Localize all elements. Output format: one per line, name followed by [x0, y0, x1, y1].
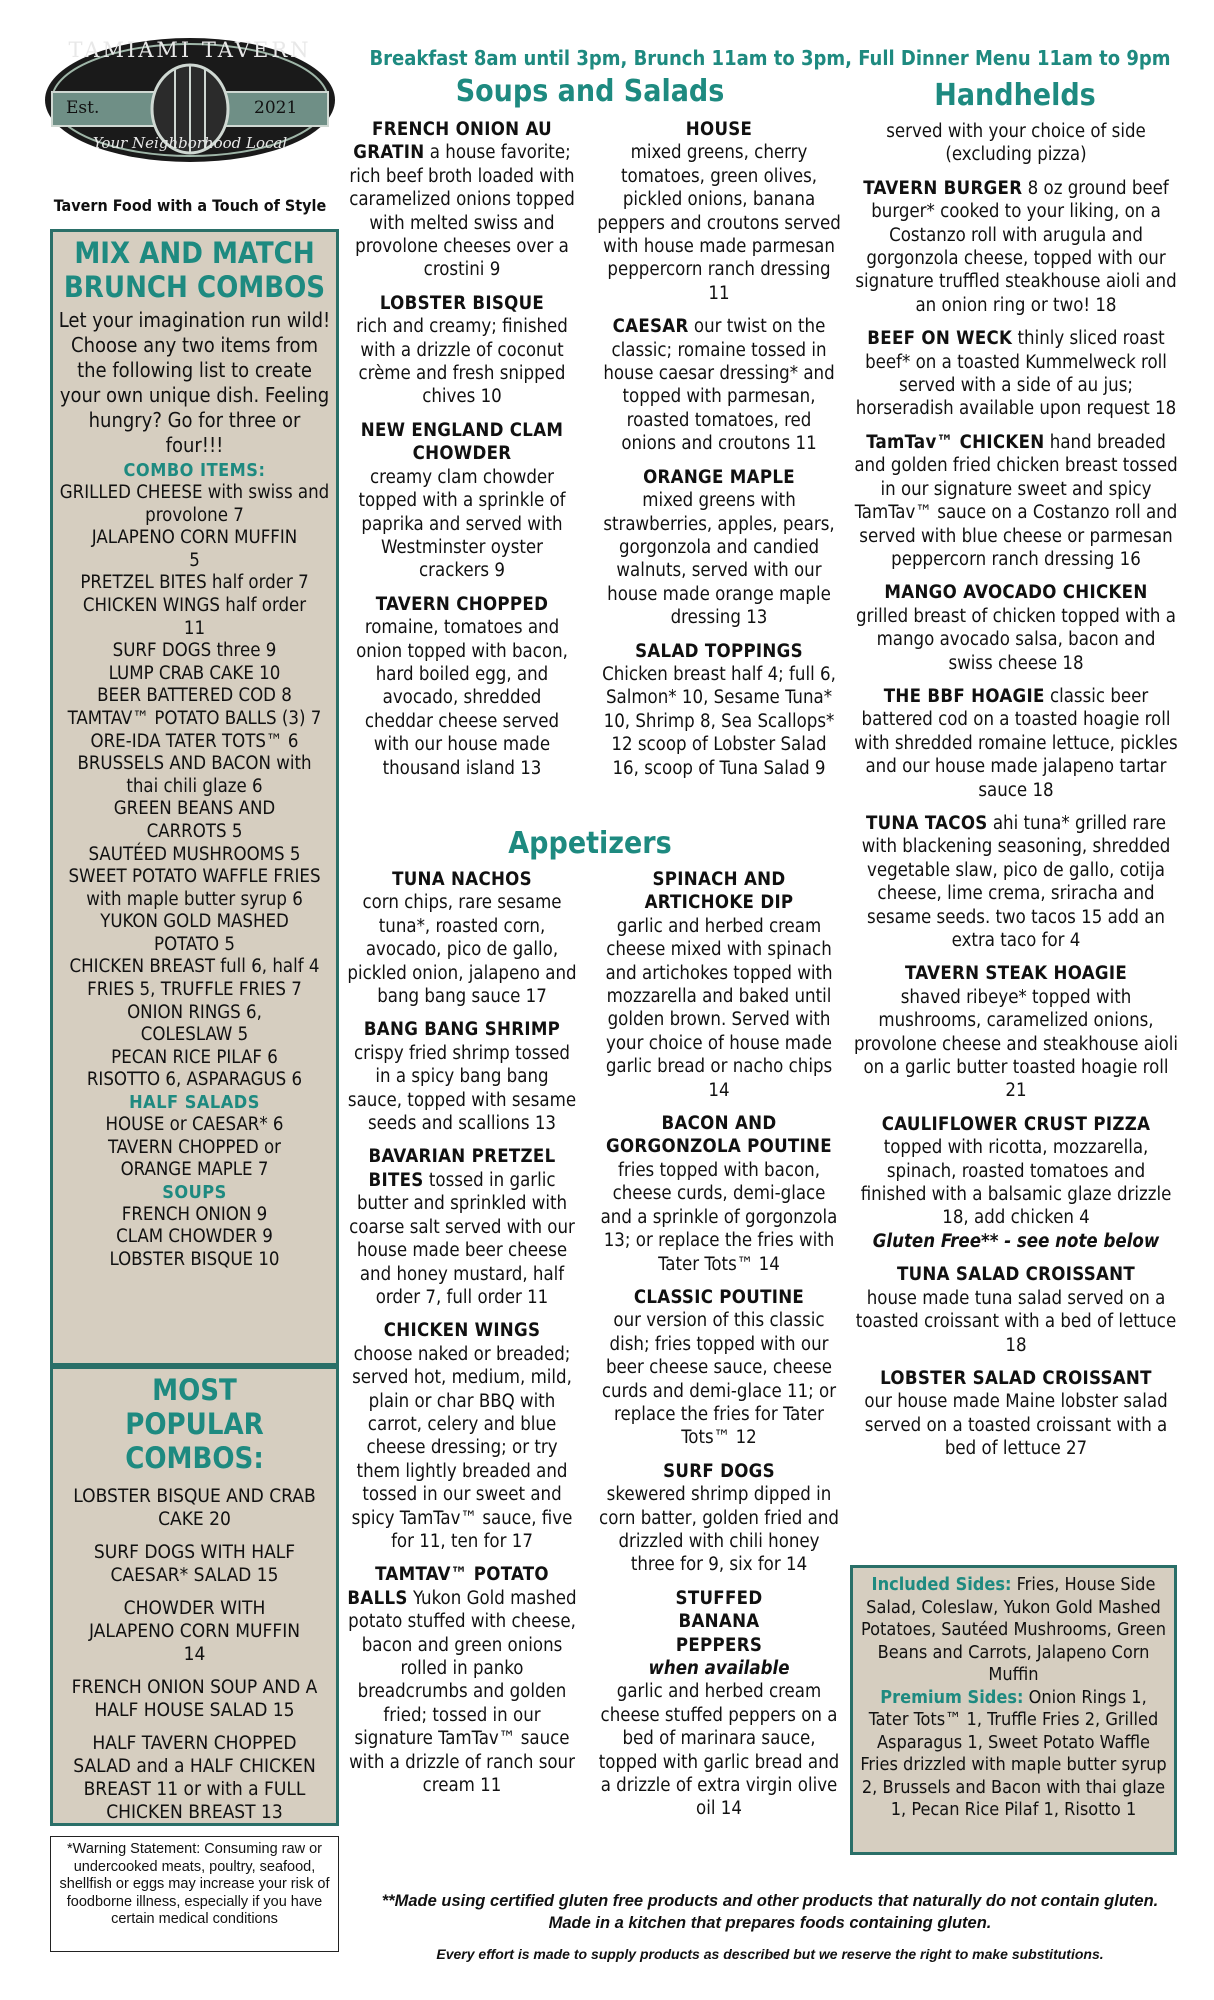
- menu-item: [852, 962, 1180, 1102]
- menu-item: [346, 868, 578, 1008]
- item-name: FRENCH ONION AU GRATIN: [353, 119, 552, 164]
- menu-item: [597, 640, 841, 780]
- item-desc: a house favorite; rich beef broth loaded with caramelized onions topped with melted swiss and provolone cheeses over a crostini 9: [349, 142, 575, 281]
- list-item: BEER BATTERED COD 8: [97, 685, 292, 707]
- item-desc: mixed greens with strawberries, apples, pears, gorgonzola and candied walnuts, served with our house made orange maple dressing 13: [603, 490, 835, 629]
- combo-items-heading: COMBO ITEMS:: [123, 460, 266, 481]
- included-sides-label: Included Sides: [871, 1574, 1006, 1595]
- appetizers-col2: [597, 868, 841, 1831]
- logo-motto: Your Neighborhood Local: [92, 134, 288, 152]
- menu-item: [346, 118, 578, 282]
- appetizers-heading: Appetizers: [508, 826, 672, 861]
- item-name: LOBSTER SALAD CROISSANT: [880, 1367, 1152, 1389]
- list-item: PRETZEL BITES half order 7: [80, 572, 309, 594]
- item-name: MANGO AVOCADO CHICKEN: [884, 582, 1148, 604]
- premium-sides-label: Premium Sides: [880, 1686, 1017, 1708]
- item-name: SPINACH AND ARTICHOKE DIP: [644, 869, 794, 914]
- item-name: NEW ENGLAND CLAM CHOWDER: [360, 419, 564, 465]
- list-item: FRENCH ONION 9: [121, 1203, 268, 1225]
- list-item: GREEN BEANS AND CARROTS 5: [113, 798, 276, 842]
- menu-item: [852, 431, 1180, 571]
- list-item: LOBSTER BISQUE 10: [109, 1249, 280, 1270]
- item-name: HOUSE: [685, 119, 753, 140]
- item-desc: 8 oz ground beef burger* cooked to your liking, on a Costanzo roll with arugula and gorgonzola cheese, topped with our signature truffled steakhouse aioli and an onion ring or two! 18: [855, 177, 1177, 316]
- menu-item: [597, 1286, 841, 1450]
- appetizers-col1: [346, 868, 578, 1807]
- included-sides: Included Sides: Fries, House Side Salad, Coleslaw, Yukon Gold Mashed Potatoes, Sautéed Mushrooms, Green Beans and Carrots, Jalapeno Corn Muffin: [861, 1574, 1166, 1685]
- item-name: BEEF ON WECK: [867, 328, 1013, 350]
- item-name: CAULIFLOWER CRUST PIZZA: [881, 1113, 1151, 1135]
- menu-item: [346, 593, 578, 780]
- hours-banner: Breakfast 8am until 3pm, Brunch 11am to 3pm, Full Dinner Menu 11am to 9pm: [369, 46, 1171, 70]
- item-desc: Chicken breast half 4; full 6, Salmon* 10, Sesame Tuna* 10, Shrimp 8, Sea Scallops* 12 scoop of Lobster Salad 16, scoop of Tuna Salad 9: [602, 663, 836, 779]
- brunch-combos-box: [50, 229, 339, 1366]
- logo-name: TAMIAMI TAVERN: [68, 38, 312, 62]
- item-name: TUNA SALAD CROISSANT: [896, 1264, 1136, 1286]
- item-desc: shaved ribeye* topped with mushrooms, caramelized onions, provolone cheese and steakhouse aioli on a garlic butter toasted hoagie roll 21: [853, 986, 1179, 1102]
- item-desc: mixed greens, cherry tomatoes, green olives, pickled onions, banana peppers and croutons served with house made parmesan peppercorn ranch dressing 11: [597, 142, 841, 304]
- popular-title: MOST POPULAR COMBOS:: [125, 1373, 264, 1475]
- sides-box: [850, 1565, 1177, 1855]
- item-desc: skewered shrimp dipped in corn batter, golden fried and drizzled with chili honey three for 9, six for 14: [599, 1484, 839, 1576]
- item-desc: topped with ricotta, mozzarella, spinach, roasted tomatoes and finished with a balsamic glaze drizzle 18, add chicken 4: [860, 1137, 1172, 1229]
- handhelds-heading: Handhelds: [934, 78, 1096, 113]
- combo-items-list: [57, 482, 332, 1092]
- handhelds-intro: served with your choice of side (excluding pizza): [886, 121, 1146, 166]
- soups-salads-col2: [597, 118, 841, 790]
- soups-salads-heading: Soups and Salads: [455, 74, 725, 109]
- list-item: SAUTÉED MUSHROOMS 5: [88, 843, 301, 865]
- soups-heading: SOUPS: [162, 1181, 227, 1203]
- premium-sides-list: Onion Rings 1, Tater Tots™ 1, Truffle Fries 2, Grilled Asparagus 1, Sweet Potato Waffle Fries drizzled with maple butter syrup 2, Brussels and Bacon with thai glaze 1, Pecan Rice Pilaf 1, Risotto 1: [860, 1686, 1167, 1820]
- list-item: BRUSSELS AND BACON with thai chili glaze 6: [77, 753, 312, 797]
- item-note: when available: [648, 1658, 790, 1679]
- warning-statement: *Warning Statement: Consuming raw or undercooked meats, poultry, seafood, shellfish or eggs may increase your risk of foodborne illness, especially if you have certain medical conditions: [50, 1836, 339, 1952]
- menu-item: [346, 1145, 578, 1309]
- list-item: LUMP CRAB CAKE 10: [108, 662, 281, 684]
- logo-year: 2021: [254, 98, 298, 118]
- list-item: JALAPENO CORN MUFFIN 5: [91, 527, 298, 571]
- list-item: SURF DOGS three 9: [112, 640, 277, 662]
- item-desc: house made tuna salad served on a toasted croissant with a bed of lettuce 18: [855, 1287, 1177, 1356]
- item-name: BANG BANG SHRIMP: [363, 1019, 561, 1041]
- substitution-note: Every effort is made to supply products as described but we reserve the right to make substitutions.: [436, 1946, 1104, 1962]
- menu-item: [346, 1319, 578, 1553]
- item-desc: corn chips, rare sesame tuna*, roasted corn, avocado, pico de gallo, pickled onion, jalapeno and bang bang sauce 17: [347, 892, 577, 1008]
- item-desc: garlic and herbed cream cheese mixed with spinach and artichokes topped with mozzarella and baked until golden brown. Served with your choice of house made garlic bread or nacho chips 14: [605, 915, 833, 1101]
- item-name: ORANGE MAPLE: [643, 466, 795, 488]
- item-name: SURF DOGS: [663, 1460, 775, 1482]
- popular-combos-box: [50, 1366, 339, 1826]
- combos-intro: Let your imagination run wild! Choose any two items from the following list to create your own unique dish. Feeling hungry? Go for three or four!!!: [58, 308, 331, 457]
- list-item: CHOWDER WITH JALAPENO CORN MUFFIN 14: [88, 1597, 301, 1665]
- item-name: TAVERN BURGER: [863, 177, 1023, 199]
- item-name: THE BBF HOAGIE: [883, 685, 1045, 707]
- list-item: LOBSTER BISQUE AND CRAB CAKE 20: [73, 1485, 316, 1530]
- list-item: SWEET POTATO WAFFLE FRIES with maple butter syrup 6: [68, 866, 321, 910]
- menu-item: [346, 292, 578, 409]
- item-desc: classic beer battered cod on a toasted hoagie roll with shredded romaine lettuce, pickles and our house made jalapeno tartar sauce 18: [854, 685, 1178, 801]
- menu-item: [597, 466, 841, 630]
- combos-title: MIX AND MATCH BRUNCH COMBOS: [63, 236, 326, 304]
- tagline: Tavern Food with a Touch of Style: [53, 196, 327, 215]
- item-name: TAVERN CHOPPED: [375, 593, 549, 615]
- item-desc: ahi tuna* grilled rare with blackening seasoning, shredded vegetable slaw, pico de gallo, cotija cheese, lime crema, sriracha and sesame seeds. two tacos 15 add an extra taco for 4: [861, 812, 1171, 951]
- soups-salads-col1: [346, 118, 578, 790]
- list-item: CHICKEN BREAST full 6, half 4: [69, 956, 320, 978]
- item-name: TAMTAV™ POTATO BALLS: [347, 1564, 549, 1609]
- list-item: SURF DOGS WITH HALF CAESAR* SALAD 15: [93, 1541, 296, 1586]
- item-desc: thinly sliced roast beef* on a toasted Kummelweck roll served with a side of au jus; horseradish available upon request 18: [855, 328, 1177, 420]
- item-desc: rich and creamy; finished with a drizzle of coconut crème and fresh snipped chives 10: [356, 316, 568, 408]
- included-sides-list: Fries, House Side Salad, Coleslaw, Yukon Gold Mashed Potatoes, Sautéed Mushrooms, Green Beans and Carrots, Jalapeno Corn Muffin: [861, 1574, 1166, 1685]
- menu-item: [597, 1112, 841, 1276]
- menu-item: [852, 581, 1180, 675]
- list-item: ORE-IDA TATER TOTS™ 6: [90, 730, 299, 752]
- menu-item: [852, 1367, 1180, 1461]
- menu-item: [346, 419, 578, 583]
- item-desc: garlic and herbed cream cheese stuffed peppers on a bed of marinara sauce, topped with garlic bread and a drizzle of extra virgin olive oil 14: [598, 1681, 840, 1820]
- item-desc: fries topped with bacon, cheese curds, demi-glace and a sprinkle of gorgonzola 13; or replace the fries with Tater Tots™ 14: [600, 1159, 838, 1275]
- item-desc: our version of this classic dish; fries topped with our beer cheese sauce, cheese curds and demi-glace 11; or replace the fries for Tater Tots™ 12: [601, 1310, 837, 1449]
- item-name: TUNA NACHOS: [392, 869, 532, 890]
- item-name: BACON AND GORGONZOLA POUTINE: [606, 1113, 832, 1158]
- list-item: YUKON GOLD MASHED POTATO 5: [100, 911, 289, 955]
- handhelds-col: [852, 120, 1180, 1471]
- item-desc: crispy fried shrimp tossed in a spicy bang bang sauce, topped with sesame seeds and scallions 13: [347, 1042, 577, 1135]
- item-desc: hand breaded and golden fried chicken breast tossed in our signature sweet and spicy TamTav™ sauce on a Costanzo roll and served with blue cheese or parmesan peppercorn ranch dressing 16: [854, 431, 1178, 570]
- item-name: CLASSIC POUTINE: [633, 1286, 805, 1308]
- item-name: SALAD TOPPINGS: [635, 640, 803, 662]
- menu-item: [852, 812, 1180, 952]
- item-desc: choose naked or breaded; served hot, medium, mild, plain or char BBQ with carrot, celery and blue cheese dressing; or try them lightly breaded and tossed in our sweet and spicy TamTav™ sauce, five for 11, ten for 17: [351, 1343, 573, 1552]
- menu-item: [852, 327, 1180, 421]
- list-item: TAMTAV™ POTATO BALLS (3) 7: [67, 707, 322, 729]
- menu-item: [346, 1018, 578, 1135]
- item-desc: our twist on the classic; romaine tossed in house caesar dressing* and topped with parmesan, roasted tomatoes, red onions and croutons 11: [603, 316, 835, 455]
- item-desc: creamy clam chowder topped with a sprinkle of paprika and served with Westminster oyster crackers 9: [358, 466, 566, 582]
- item-name: TamTav™ CHICKEN: [866, 431, 1045, 453]
- list-item: TAVERN CHOPPED or ORANGE MAPLE 7: [107, 1136, 282, 1181]
- item-name: BAVARIAN PRETZEL BITES: [368, 1146, 556, 1191]
- list-item: PECAN RICE PILAF 6: [111, 1046, 278, 1068]
- menu-item: [852, 1113, 1180, 1253]
- item-desc: romaine, tomatoes and onion topped with bacon, hard boiled egg, and avocado, shredded cheddar cheese served with our house made thousand island 13: [356, 617, 568, 779]
- item-name: CHICKEN WINGS: [383, 1320, 541, 1342]
- menu-item: [852, 685, 1180, 802]
- list-item: FRIES 5, TRUFFLE FRIES 7: [87, 979, 302, 1001]
- item-name: TUNA TACOS: [865, 812, 988, 834]
- menu-item: [597, 1587, 841, 1821]
- list-item: HOUSE or CAESAR* 6: [105, 1114, 284, 1136]
- half-salads-heading: HALF SALADS: [129, 1092, 260, 1114]
- item-name: LOBSTER BISQUE: [379, 292, 545, 314]
- list-item: CHICKEN WINGS half order 11: [82, 594, 307, 639]
- list-item: GRILLED CHEESE with swiss and provolone 7: [59, 482, 330, 526]
- item-desc: grilled breast of chicken topped with a mango avocado salsa, bacon and swiss cheese 18: [856, 605, 1176, 674]
- item-desc: our house made Maine lobster salad served on a toasted croissant with a bed of lettuce 27: [864, 1391, 1168, 1460]
- item-desc: Yukon Gold mashed potato stuffed with cheese, bacon and green onions rolled in panko breadcrumbs and golden fried; tossed in our signature TamTav™ sauce with a drizzle of ranch sour cream 11: [348, 1587, 577, 1797]
- list-item: FRENCH ONION SOUP AND A HALF HOUSE SALAD 15: [71, 1676, 318, 1721]
- menu-item: [346, 1563, 578, 1797]
- list-item: ONION RINGS 6, COLESLAW 5: [127, 1001, 262, 1046]
- menu-item: [852, 1263, 1180, 1357]
- list-item: HALF TAVERN CHOPPED SALAD and a HALF CHICKEN BREAST 11 or with a FULL CHICKEN BREAST 13: [73, 1732, 316, 1823]
- item-name: STUFFED BANANA PEPPERS: [675, 1587, 763, 1656]
- gluten-note: **Made using certified gluten free products and other products that naturally do not contain gluten. Made in a kitchen that prepares foods containing gluten.: [381, 1892, 1159, 1932]
- list-item: RISOTTO 6, ASPARAGUS 6: [86, 1069, 303, 1091]
- menu-item: [597, 1460, 841, 1577]
- list-item: CLAM CHOWDER 9: [116, 1226, 273, 1248]
- menu-item: [852, 177, 1180, 317]
- item-name: CAESAR: [612, 316, 689, 338]
- item-note: Gluten Free** - see note below: [872, 1230, 1160, 1252]
- menu-item: [597, 868, 841, 1102]
- premium-sides: Premium Sides: Onion Rings 1, Tater Tots™ 1, Truffle Fries 2, Grilled Asparagus 1, Sweet Potato Waffle Fries drizzled with maple butter syrup 2, Brussels and Bacon with thai glaze 1, Pecan Rice Pilaf 1, Risotto 1: [860, 1686, 1167, 1820]
- tavern-logo: [40, 30, 340, 170]
- menu-item: [597, 315, 841, 455]
- menu-item: [597, 118, 841, 305]
- logo-est: Est.: [66, 98, 100, 118]
- item-desc: tossed in garlic butter and sprinkled with coarse salt served with our house made beer cheese and honey mustard, half order 7, full order 11: [349, 1169, 575, 1308]
- item-name: TAVERN STEAK HOAGIE: [905, 963, 1127, 985]
